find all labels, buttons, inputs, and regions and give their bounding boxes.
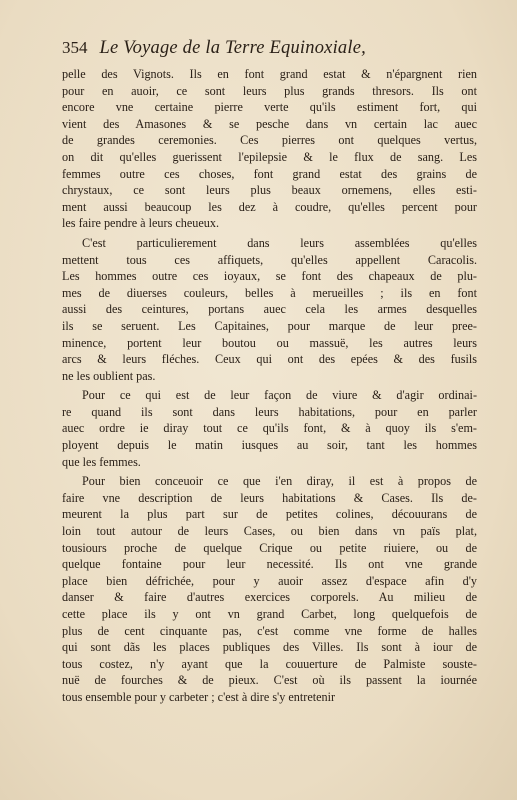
text-line: arcs & leurs fléches. Ceux qui ont des epées & des fusils	[62, 352, 477, 367]
text-line: minence, portent leur boutou ou massuë, les autres leurs	[62, 335, 477, 350]
text-line: C'est particulierement dans leurs assemblées qu'elles	[82, 235, 477, 250]
text-line: tous ensemble pour y carbeter ; c'est à dire s'y entretenir	[62, 689, 336, 704]
text-line: Pour bien conceuoir ce que i'en diray, il est à propos de	[82, 474, 477, 489]
text-line: cette place ils y ont vn grand Carbet, long quelquefois de	[62, 607, 477, 621]
paragraph	[62, 66, 477, 232]
paragraph	[62, 473, 477, 705]
text-line: Pour ce qui est de leur façon de viure & d'agir ordinai-	[82, 388, 477, 403]
page-header	[62, 38, 487, 66]
page-number: 354	[62, 38, 88, 57]
text-line: danser & faire d'autres exercices corporels. Au milieu de	[62, 590, 477, 605]
body-text	[62, 66, 477, 706]
text-line: faire vne description de leurs habitations & Cases. Ils de-	[62, 490, 477, 505]
text-line: encore vne certaine pierre verte qu'ils estiment fort, qui	[62, 100, 477, 115]
text-line: aussi des ceintures, portans auec cela les armes desquelles	[62, 302, 477, 317]
text-line: les faire pendre à leurs cheueux.	[62, 216, 220, 231]
text-line: tousiours proche de quelque Crique ou petite riuiere, ou de	[62, 540, 477, 555]
text-line: place bien défrichée, pour y auoir assez d'espace afin d'y	[62, 573, 477, 588]
paragraph	[62, 387, 477, 470]
text-line: vient des Amasones & se pesche dans vn certain lac auec	[62, 116, 477, 131]
text-line: loin tout autour de leurs Cases, ou bien dans vn païs plat,	[62, 524, 477, 539]
text-line: de grandes ceremonies. Ces pierres ont quelques vertus,	[62, 133, 477, 148]
text-line: on dit qu'elles guerissent l'epilepsie & le flux de sang. Les	[62, 149, 477, 164]
text-line: nuë de fourches & de pieux. C'est où ils passent la iournée	[62, 673, 477, 688]
text-line: ne les oublient pas.	[62, 368, 156, 383]
text-line: mes de diuerses couleurs, belles à merueilles ; ils en font	[62, 285, 477, 300]
text-line: ils se seruent. Les Capitaines, pour marque de leur pree-	[62, 318, 477, 333]
text-line: meurent la plus part sur de petites colines, découurans de	[62, 507, 477, 522]
text-line: que les femmes.	[62, 454, 141, 469]
running-title: Le Voyage de la Terre Equinoxiale,	[99, 38, 366, 58]
text-line: quelque fontaine pour leur necessité. Ils ont vne grande	[62, 557, 477, 572]
text-line: femmes outre ces choses, font grand estat des grains de	[62, 166, 477, 181]
paragraph	[62, 235, 477, 384]
text-line: pelle des Vignots. Ils en font grand estat & n'épargnent rien	[62, 67, 477, 81]
text-line: chrystaux, ce sont leurs plus beaux ornemens, elles esti-	[62, 183, 477, 198]
text-line: pour en auoir, ce sont leurs plus grands thresors. Ils ont	[62, 83, 477, 98]
text-line: Les hommes outre ces ioyaux, se font des chapeaux de plu-	[62, 269, 477, 284]
text-line: mettent tous ces affiquets, qu'elles appellent Caracolis.	[62, 252, 477, 267]
text-line: re quand ils sont dans leurs habitations, pour en parler	[62, 404, 477, 419]
text-line: tous costez, n'y ayant que la couuerture de Palmiste souste-	[62, 656, 477, 671]
text-line: auec ordre ie diray tout ce qu'ils font, & à quoy ils s'em-	[62, 421, 477, 436]
text-line: plus de cent cinquante pas, c'est comme vne forme de halles	[62, 623, 477, 638]
text-line: ment aussi beaucoup les dez à coudre, qu'elles percent pour	[62, 199, 477, 214]
text-line: qui sont dãs les places publiques des Villes. Ils sont à iour de	[62, 640, 477, 655]
text-line: ployent depuis le matin iusques au soir, tant les hommes	[62, 438, 477, 453]
